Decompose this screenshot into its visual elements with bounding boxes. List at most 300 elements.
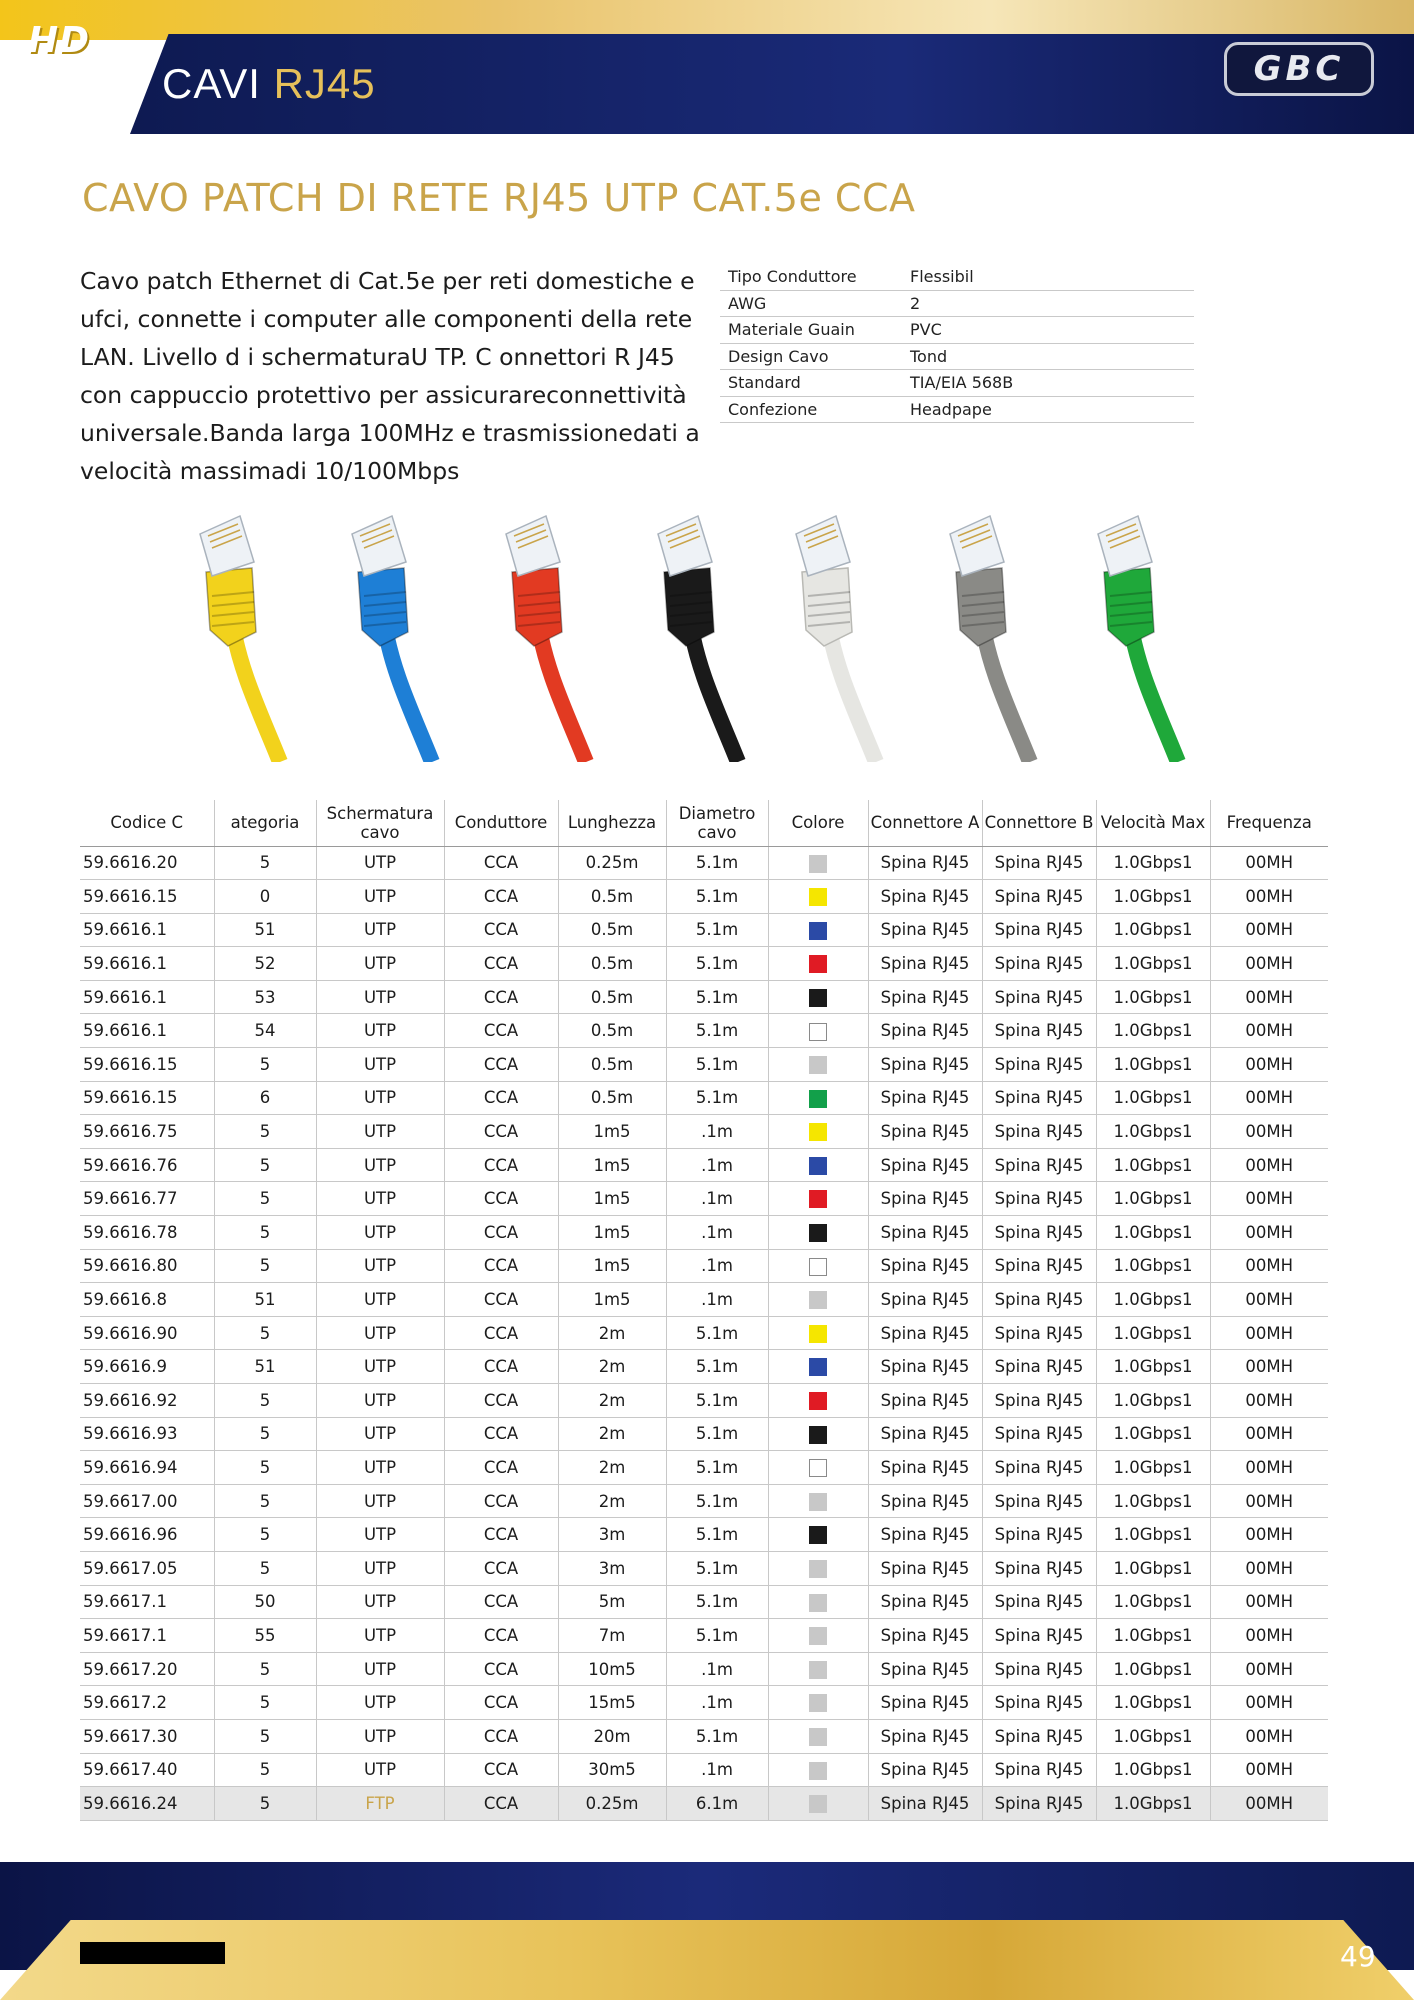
table-cell: 59.6617.00 <box>80 1484 214 1518</box>
table-row <box>80 1081 1328 1115</box>
table-cell: UTP <box>316 1283 444 1317</box>
table-row <box>80 1484 1328 1518</box>
table-cell: Spina RJ45 <box>982 1316 1096 1350</box>
color-cell <box>768 1350 868 1384</box>
patch-cable <box>766 512 896 762</box>
table-cell: 5.1m <box>666 1014 768 1048</box>
table-cell: 59.6616.90 <box>80 1316 214 1350</box>
table-row <box>80 1652 1328 1686</box>
table-cell: 59.6616.1 <box>80 913 214 947</box>
product-description: Cavo patch Ethernet di Cat.5e per reti domestiche e ufci, connette i computer alle componenti della rete LAN. Livello d i schermaturaU TP. C onnettori R J45 con cappuccio protettivo per assicurareconnettività universale.Banda larga 100MHz e trasmissionedati a velocità massimadi 10/100Mbps <box>80 267 700 485</box>
table-cell: 3m <box>558 1551 666 1585</box>
color-swatch <box>809 1459 827 1477</box>
table-cell: .1m <box>666 1283 768 1317</box>
table-cell: UTP <box>316 1652 444 1686</box>
page-header <box>0 0 1414 140</box>
table-cell: 5 <box>214 1518 316 1552</box>
table-cell: 5 <box>214 1719 316 1753</box>
cables-image <box>170 512 1230 762</box>
table-cell: CCA <box>444 1182 558 1216</box>
table-cell: Spina RJ45 <box>868 1216 982 1250</box>
table-cell: Spina RJ45 <box>868 1148 982 1182</box>
table-cell: 5.1m <box>666 913 768 947</box>
table-cell: CCA <box>444 1686 558 1720</box>
table-cell: 0.5m <box>558 947 666 981</box>
table-cell: UTP <box>316 846 444 880</box>
color-swatch <box>809 1157 827 1175</box>
table-cell: 1m5 <box>558 1182 666 1216</box>
table-cell: CCA <box>444 1652 558 1686</box>
table-cell: Spina RJ45 <box>868 1686 982 1720</box>
table-cell: 5.1m <box>666 947 768 981</box>
patch-cable <box>628 512 758 762</box>
table-cell: UTP <box>316 1081 444 1115</box>
patch-cable <box>920 512 1050 762</box>
table-cell: Spina RJ45 <box>868 1249 982 1283</box>
table-cell: 00MH <box>1210 1451 1328 1485</box>
table-cell: 5.1m <box>666 980 768 1014</box>
table-cell: 1.0Gbps1 <box>1096 980 1210 1014</box>
color-cell <box>768 1316 868 1350</box>
table-cell: 1.0Gbps1 <box>1096 1216 1210 1250</box>
table-cell: 5 <box>214 1115 316 1149</box>
table-cell: UTP <box>316 1619 444 1653</box>
table-cell: 7m <box>558 1619 666 1653</box>
table-cell: 5 <box>214 1551 316 1585</box>
table-cell: Spina RJ45 <box>982 1148 1096 1182</box>
table-cell: Spina RJ45 <box>982 1753 1096 1787</box>
column-header: Velocità Max <box>1096 800 1210 846</box>
spec-row <box>720 317 1194 344</box>
table-cell: 5.1m <box>666 1484 768 1518</box>
table-cell: 1.0Gbps1 <box>1096 1753 1210 1787</box>
table-cell: UTP <box>316 1182 444 1216</box>
table-cell: 00MH <box>1210 880 1328 914</box>
table-cell: UTP <box>316 1686 444 1720</box>
color-swatch <box>809 1728 827 1746</box>
table-cell: 5 <box>214 1316 316 1350</box>
table-cell: 59.6616.15 <box>80 1081 214 1115</box>
table-cell: 00MH <box>1210 1216 1328 1250</box>
table-cell: CCA <box>444 980 558 1014</box>
spec-value: Tond <box>910 346 948 366</box>
table-cell: 1.0Gbps1 <box>1096 1686 1210 1720</box>
color-cell <box>768 947 868 981</box>
color-cell <box>768 1148 868 1182</box>
table-cell: 00MH <box>1210 1417 1328 1451</box>
table-cell: 0 <box>214 880 316 914</box>
table-cell: Spina RJ45 <box>868 1350 982 1384</box>
table-cell: 1.0Gbps1 <box>1096 947 1210 981</box>
column-header: Codice C <box>80 800 214 846</box>
table-cell: 5.1m <box>666 880 768 914</box>
table-cell: 1.0Gbps1 <box>1096 1551 1210 1585</box>
table-cell: 51 <box>214 1350 316 1384</box>
table-cell: UTP <box>316 1216 444 1250</box>
table-row <box>80 1585 1328 1619</box>
table-cell: Spina RJ45 <box>868 1551 982 1585</box>
color-swatch <box>809 1291 827 1309</box>
table-cell: .1m <box>666 1216 768 1250</box>
table-cell: 1.0Gbps1 <box>1096 1451 1210 1485</box>
table-cell: 0.5m <box>558 913 666 947</box>
gbc-logo: GBC <box>1224 42 1374 96</box>
column-header: Connettore B <box>982 800 1096 846</box>
table-cell: 00MH <box>1210 1249 1328 1283</box>
table-cell: UTP <box>316 880 444 914</box>
table-cell: CCA <box>444 1719 558 1753</box>
table-cell: 0.5m <box>558 1081 666 1115</box>
table-row <box>80 1518 1328 1552</box>
table-row <box>80 1048 1328 1082</box>
table-cell: 5 <box>214 1148 316 1182</box>
column-header: ategoria <box>214 800 316 846</box>
color-swatch <box>809 1594 827 1612</box>
page-footer <box>0 1862 1414 2000</box>
table-cell: 5.1m <box>666 1518 768 1552</box>
color-swatch <box>809 1661 827 1679</box>
table-cell: 0.5m <box>558 980 666 1014</box>
table-cell: 59.6617.1 <box>80 1585 214 1619</box>
table-cell: 5.1m <box>666 1316 768 1350</box>
spec-value: Headpape <box>910 399 992 419</box>
table-cell: 5 <box>214 1451 316 1485</box>
table-cell: 00MH <box>1210 1283 1328 1317</box>
table-cell: 00MH <box>1210 1048 1328 1082</box>
color-cell <box>768 1518 868 1552</box>
table-cell: 1.0Gbps1 <box>1096 1350 1210 1384</box>
table-cell: CCA <box>444 1115 558 1149</box>
table-cell: CCA <box>444 1048 558 1082</box>
table-cell: CCA <box>444 846 558 880</box>
table-row <box>80 1115 1328 1149</box>
color-cell <box>768 1585 868 1619</box>
color-cell <box>768 1115 868 1149</box>
table-cell: Spina RJ45 <box>982 1081 1096 1115</box>
table-cell: 2m <box>558 1484 666 1518</box>
table-cell: 00MH <box>1210 1081 1328 1115</box>
table-cell: 0.5m <box>558 1048 666 1082</box>
table-cell: 5m <box>558 1585 666 1619</box>
table-cell: Spina RJ45 <box>868 1787 982 1821</box>
table-cell: Spina RJ45 <box>982 1384 1096 1418</box>
table-cell: Spina RJ45 <box>868 1585 982 1619</box>
table-cell: Spina RJ45 <box>868 1283 982 1317</box>
table-cell: 00MH <box>1210 1753 1328 1787</box>
table-cell: 2m <box>558 1316 666 1350</box>
table-row <box>80 1350 1328 1384</box>
table-cell: Spina RJ45 <box>982 880 1096 914</box>
table-cell: UTP <box>316 1484 444 1518</box>
table-cell: 1.0Gbps1 <box>1096 1787 1210 1821</box>
column-header: Schermatura cavo <box>316 800 444 846</box>
table-row <box>80 980 1328 1014</box>
color-swatch <box>809 1694 827 1712</box>
color-cell <box>768 1249 868 1283</box>
color-swatch <box>809 1526 827 1544</box>
table-cell: .1m <box>666 1115 768 1149</box>
color-swatch <box>809 1762 827 1780</box>
table-row <box>80 1719 1328 1753</box>
table-cell: 00MH <box>1210 1484 1328 1518</box>
table-cell: 5.1m <box>666 1619 768 1653</box>
color-swatch <box>809 1627 827 1645</box>
table-cell: Spina RJ45 <box>982 1115 1096 1149</box>
table-cell: 1.0Gbps1 <box>1096 1048 1210 1082</box>
spec-value: 2 <box>910 293 921 313</box>
table-cell: Spina RJ45 <box>868 1115 982 1149</box>
table-row <box>80 1551 1328 1585</box>
table-cell: Spina RJ45 <box>868 1484 982 1518</box>
color-swatch <box>809 1358 827 1376</box>
table-cell: 0.5m <box>558 880 666 914</box>
table-cell: 59.6616.9 <box>80 1350 214 1384</box>
table-cell: CCA <box>444 913 558 947</box>
spec-key: Confezione <box>728 399 818 419</box>
table-cell: Spina RJ45 <box>868 1081 982 1115</box>
table-cell: 59.6616.77 <box>80 1182 214 1216</box>
table-cell: 1m5 <box>558 1115 666 1149</box>
column-header: Diametro cavo <box>666 800 768 846</box>
spec-row <box>720 370 1194 397</box>
table-cell: 1.0Gbps1 <box>1096 1014 1210 1048</box>
table-cell: CCA <box>444 1283 558 1317</box>
table-row <box>80 1249 1328 1283</box>
table-cell: CCA <box>444 1350 558 1384</box>
table-cell: UTP <box>316 1316 444 1350</box>
table-cell: 1.0Gbps1 <box>1096 1249 1210 1283</box>
table-cell: 5.1m <box>666 1081 768 1115</box>
table-cell: CCA <box>444 1451 558 1485</box>
section-title <box>162 60 376 108</box>
table-cell: Spina RJ45 <box>868 1316 982 1350</box>
table-cell: Spina RJ45 <box>982 1551 1096 1585</box>
table-cell: .1m <box>666 1148 768 1182</box>
table-cell: 00MH <box>1210 846 1328 880</box>
patch-cable <box>476 512 606 762</box>
table-cell: Spina RJ45 <box>982 980 1096 1014</box>
table-cell: 1.0Gbps1 <box>1096 880 1210 914</box>
table-cell: UTP <box>316 1115 444 1149</box>
table-cell: 00MH <box>1210 1148 1328 1182</box>
table-cell: 59.6616.75 <box>80 1115 214 1149</box>
table-cell: UTP <box>316 1148 444 1182</box>
color-cell <box>768 1048 868 1082</box>
table-cell: 59.6617.40 <box>80 1753 214 1787</box>
table-cell: .1m <box>666 1686 768 1720</box>
table-cell: 00MH <box>1210 1686 1328 1720</box>
table-cell: 00MH <box>1210 947 1328 981</box>
table-cell: Spina RJ45 <box>982 1283 1096 1317</box>
table-cell: 1.0Gbps1 <box>1096 913 1210 947</box>
color-cell <box>768 1484 868 1518</box>
table-cell: 00MH <box>1210 913 1328 947</box>
table-cell: .1m <box>666 1182 768 1216</box>
table-cell: 15m5 <box>558 1686 666 1720</box>
table-cell: 00MH <box>1210 1551 1328 1585</box>
table-cell: 5.1m <box>666 1048 768 1082</box>
color-cell <box>768 1719 868 1753</box>
table-cell: Spina RJ45 <box>982 1216 1096 1250</box>
table-cell: 5.1m <box>666 846 768 880</box>
table-row <box>80 1283 1328 1317</box>
column-header: Conduttore <box>444 800 558 846</box>
table-cell: Spina RJ45 <box>868 1619 982 1653</box>
table-cell: 5 <box>214 1048 316 1082</box>
color-swatch <box>809 989 827 1007</box>
table-cell: CCA <box>444 1518 558 1552</box>
table-row <box>80 1182 1328 1216</box>
spec-value: Flessibil <box>910 267 974 287</box>
table-cell: Spina RJ45 <box>982 1048 1096 1082</box>
table-cell: 1m5 <box>558 1283 666 1317</box>
table-row <box>80 880 1328 914</box>
table-cell: 53 <box>214 980 316 1014</box>
table-cell: 59.6616.1 <box>80 980 214 1014</box>
table-cell: 20m <box>558 1719 666 1753</box>
color-swatch <box>809 1426 827 1444</box>
table-cell: Spina RJ45 <box>982 846 1096 880</box>
table-cell: 1.0Gbps1 <box>1096 1148 1210 1182</box>
table-cell: UTP <box>316 1014 444 1048</box>
color-swatch <box>809 922 827 940</box>
table-cell: UTP <box>316 1417 444 1451</box>
table-cell: CCA <box>444 1014 558 1048</box>
table-cell: 59.6616.1 <box>80 1014 214 1048</box>
table-cell: 5 <box>214 1249 316 1283</box>
page-number: 49 <box>1340 1940 1376 1973</box>
table-cell: CCA <box>444 1417 558 1451</box>
column-header: Frequenza <box>1210 800 1328 846</box>
color-cell <box>768 1686 868 1720</box>
color-cell <box>768 1216 868 1250</box>
table-cell: 59.6616.15 <box>80 880 214 914</box>
table-cell: CCA <box>444 1484 558 1518</box>
table-cell: 3m <box>558 1518 666 1552</box>
table-cell: Spina RJ45 <box>982 1787 1096 1821</box>
table-cell: Spina RJ45 <box>982 1249 1096 1283</box>
table-cell: 59.6616.96 <box>80 1518 214 1552</box>
color-cell <box>768 1619 868 1653</box>
table-cell: Spina RJ45 <box>982 1719 1096 1753</box>
patch-cable <box>170 512 300 762</box>
table-cell: UTP <box>316 1551 444 1585</box>
table-cell: 5 <box>214 1753 316 1787</box>
table-cell: 5 <box>214 1484 316 1518</box>
table-cell: 1.0Gbps1 <box>1096 1585 1210 1619</box>
table-cell: 0.25m <box>558 1787 666 1821</box>
column-header: Connettore A <box>868 800 982 846</box>
table-cell: 1.0Gbps1 <box>1096 1719 1210 1753</box>
table-row <box>80 1753 1328 1787</box>
color-swatch <box>809 888 827 906</box>
column-header: Colore <box>768 800 868 846</box>
table-cell: Spina RJ45 <box>982 1585 1096 1619</box>
table-cell: Spina RJ45 <box>868 880 982 914</box>
table-cell: FTP <box>316 1787 444 1821</box>
patch-cable <box>322 512 452 762</box>
table-cell: 1.0Gbps1 <box>1096 1484 1210 1518</box>
table-cell: 00MH <box>1210 1316 1328 1350</box>
table-cell: 00MH <box>1210 1585 1328 1619</box>
table-cell: 59.6616.93 <box>80 1417 214 1451</box>
table-cell: CCA <box>444 1081 558 1115</box>
table-cell: 59.6616.8 <box>80 1283 214 1317</box>
table-header-row <box>80 800 1328 846</box>
table-cell: 5.1m <box>666 1585 768 1619</box>
table-cell: 1.0Gbps1 <box>1096 1316 1210 1350</box>
table-cell: 00MH <box>1210 1652 1328 1686</box>
table-row <box>80 1417 1328 1451</box>
table-cell: .1m <box>666 1249 768 1283</box>
color-swatch <box>809 1123 827 1141</box>
table-cell: Spina RJ45 <box>868 1014 982 1048</box>
table-cell: 5.1m <box>666 1451 768 1485</box>
table-cell: CCA <box>444 1585 558 1619</box>
section-title-gold: RJ45 <box>273 60 376 107</box>
table-row <box>80 1014 1328 1048</box>
color-swatch <box>809 1560 827 1578</box>
table-cell: CCA <box>444 1619 558 1653</box>
table-cell: UTP <box>316 1384 444 1418</box>
table-cell: 1.0Gbps1 <box>1096 1518 1210 1552</box>
table-row <box>80 1316 1328 1350</box>
table-cell: 5 <box>214 1652 316 1686</box>
table-cell: 5 <box>214 846 316 880</box>
table-cell: 1.0Gbps1 <box>1096 1417 1210 1451</box>
color-swatch <box>809 1392 827 1410</box>
table-cell: CCA <box>444 1249 558 1283</box>
table-cell: 59.6616.15 <box>80 1048 214 1082</box>
color-cell <box>768 1014 868 1048</box>
table-cell: 54 <box>214 1014 316 1048</box>
color-cell <box>768 1384 868 1418</box>
table-cell: 59.6616.76 <box>80 1148 214 1182</box>
color-cell <box>768 1451 868 1485</box>
table-row <box>80 1686 1328 1720</box>
column-header: Lunghezza <box>558 800 666 846</box>
table-cell: 2m <box>558 1451 666 1485</box>
table-cell: Spina RJ45 <box>868 1048 982 1082</box>
color-swatch <box>809 1224 827 1242</box>
table-cell: 5.1m <box>666 1551 768 1585</box>
spec-key: Tipo Conduttore <box>728 267 857 287</box>
table-cell: .1m <box>666 1753 768 1787</box>
spec-row <box>720 264 1194 291</box>
table-cell: UTP <box>316 980 444 1014</box>
table-cell: 5 <box>214 1216 316 1250</box>
table-cell: 59.6617.20 <box>80 1652 214 1686</box>
table-cell: 00MH <box>1210 1350 1328 1384</box>
table-row <box>80 1619 1328 1653</box>
table-cell: 00MH <box>1210 1014 1328 1048</box>
spec-row <box>720 291 1194 318</box>
spec-value: TIA/EIA 568B <box>910 373 1014 393</box>
table-cell: CCA <box>444 1148 558 1182</box>
table-cell: Spina RJ45 <box>982 1182 1096 1216</box>
table-cell: Spina RJ45 <box>868 947 982 981</box>
table-cell: Spina RJ45 <box>868 1719 982 1753</box>
color-swatch <box>809 1258 827 1276</box>
table-cell: UTP <box>316 1350 444 1384</box>
table-cell: 5 <box>214 1182 316 1216</box>
spec-key: Design Cavo <box>728 346 829 366</box>
color-cell <box>768 1417 868 1451</box>
table-cell: 59.6616.78 <box>80 1216 214 1250</box>
table-row <box>80 913 1328 947</box>
spec-value: PVC <box>910 320 942 340</box>
color-swatch <box>809 1190 827 1208</box>
